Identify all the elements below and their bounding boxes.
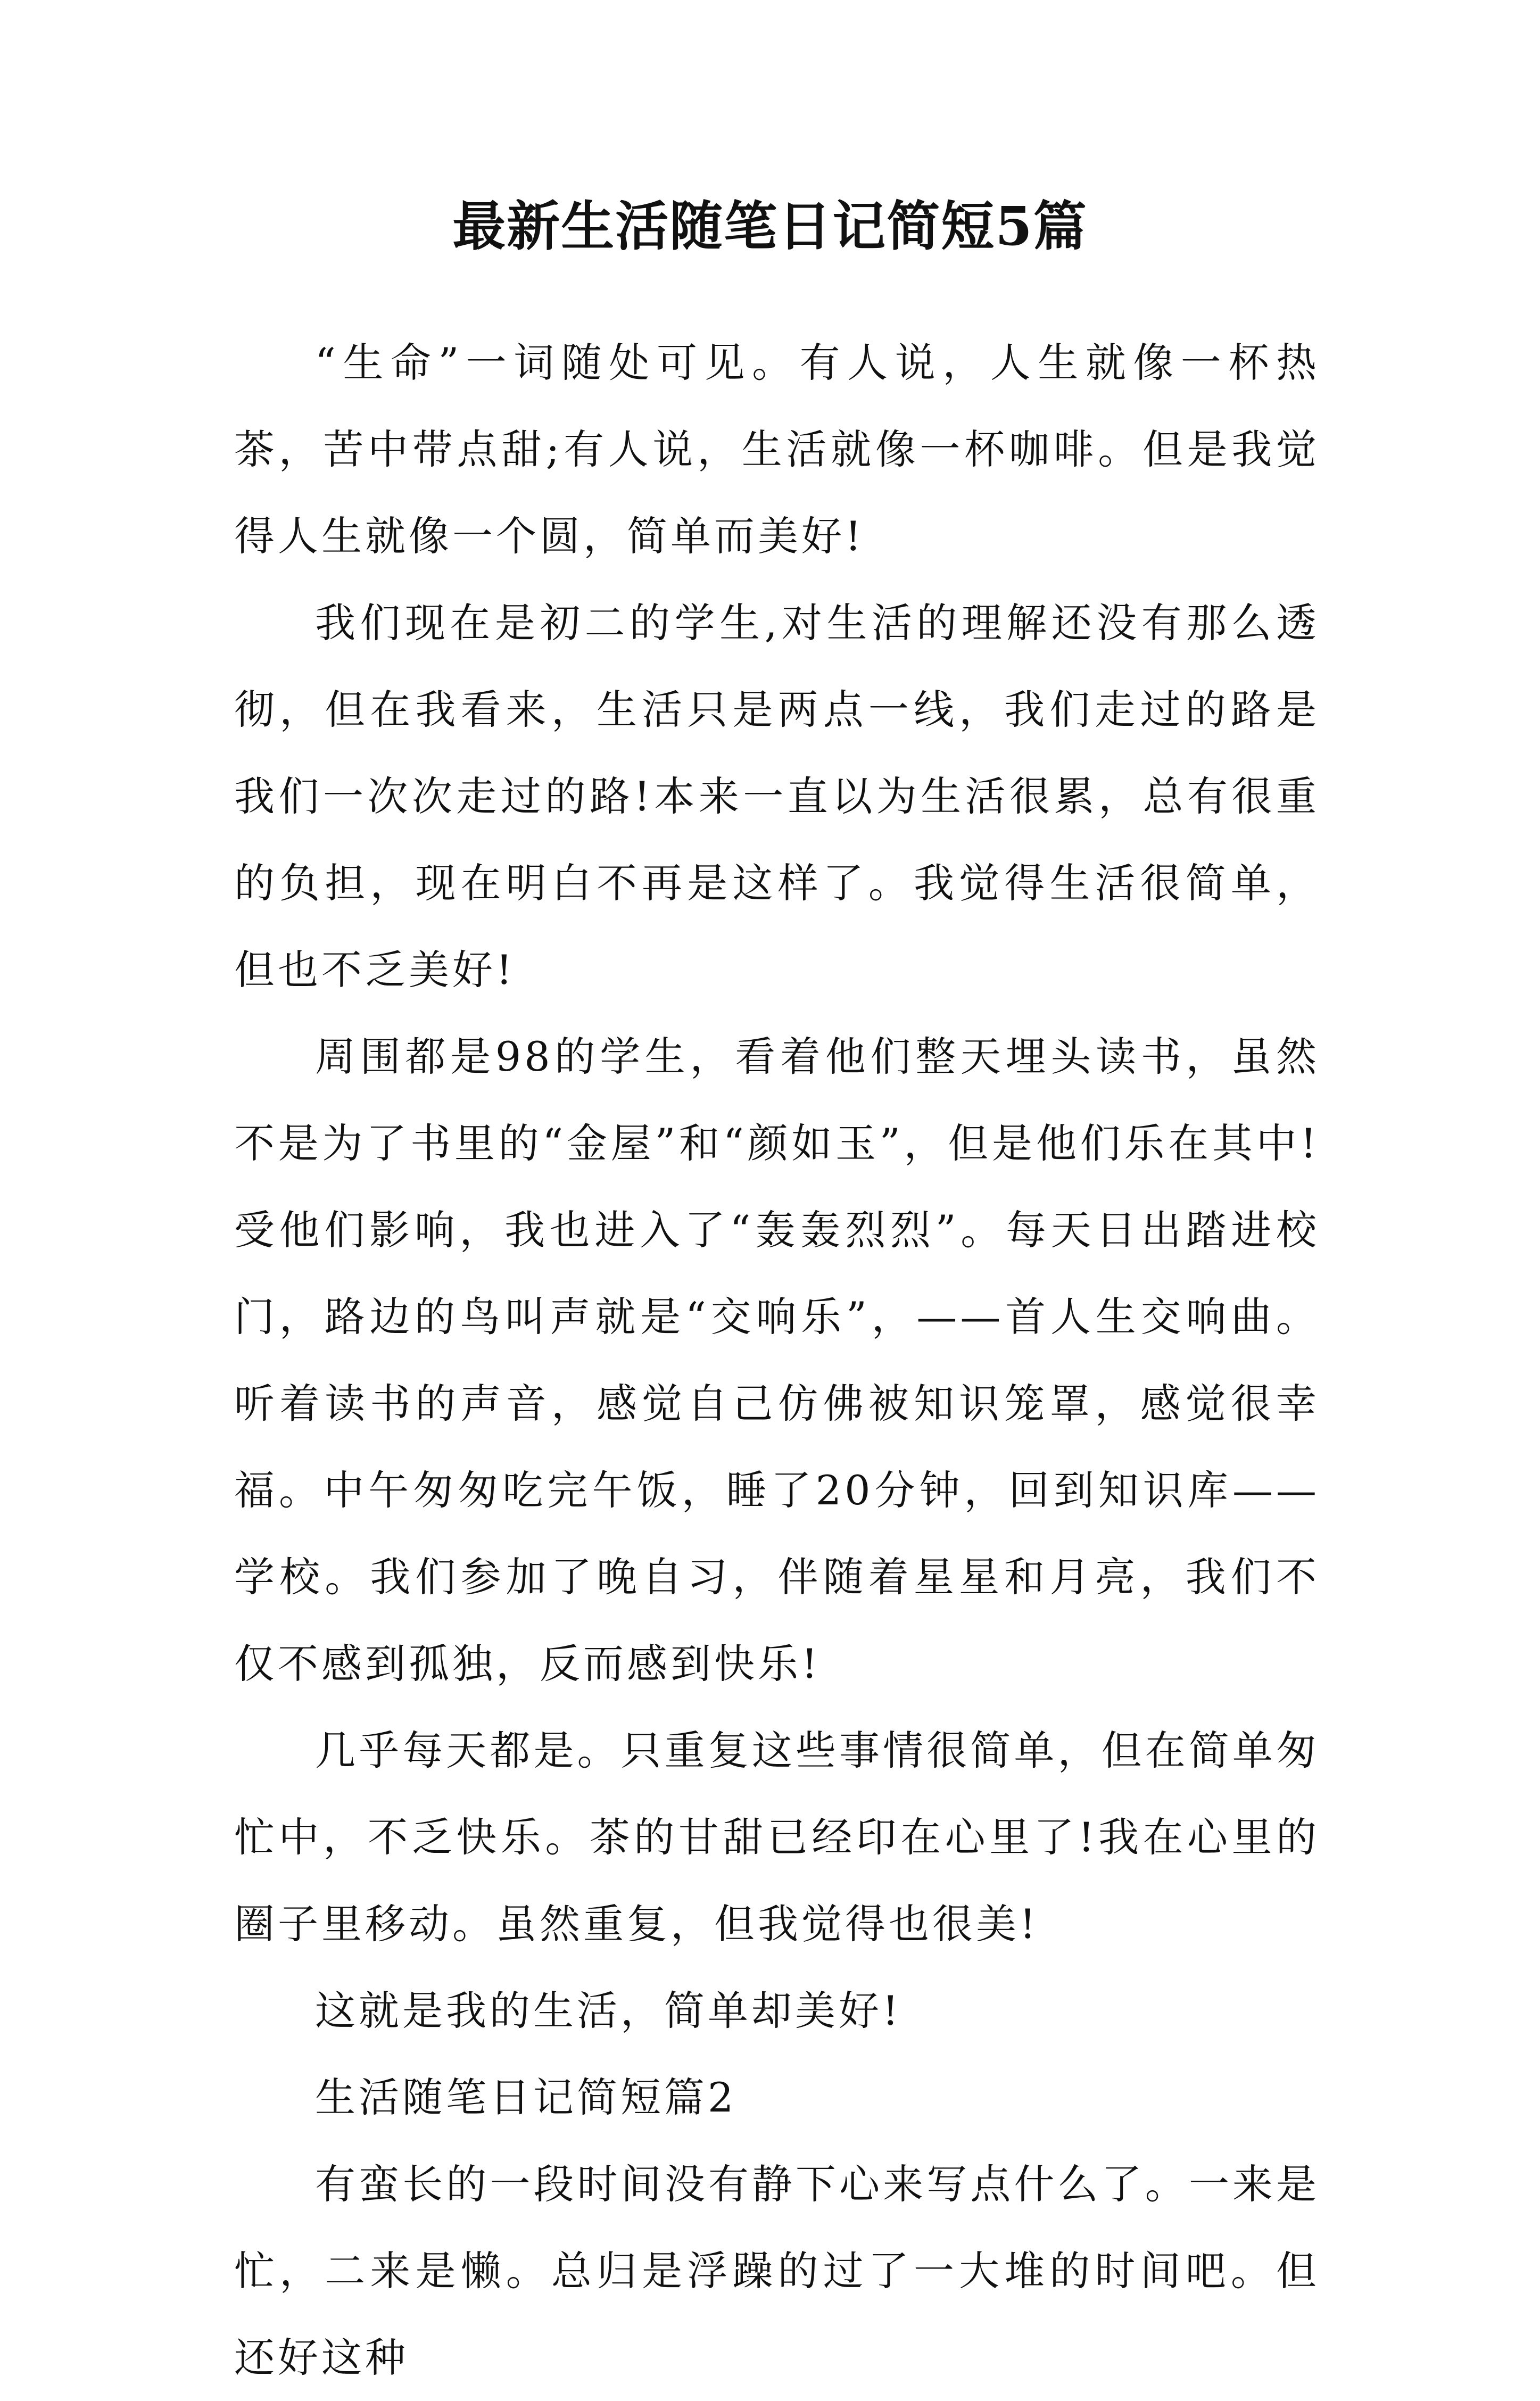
document-body xyxy=(234,319,1320,2401)
paragraph: 几乎每天都是。只重复这些事情很简单，但在简单匆忙中，不乏快乐。茶的甘甜已经印在心里了!我在心里的圈子里移动。虽然重复，但我觉得也很美! xyxy=(234,1727,1320,1948)
paragraph: 这就是我的生活，简单却美好! xyxy=(315,1987,902,2034)
paragraph: “生命”一词随处可见。有人说，人生就像一杯热茶，苦中带点甜;有人说，生活就像一杯咖啡。但是我觉得人生就像一个圆，简单而美好! xyxy=(234,339,1320,560)
document-title: 最新生活随笔日记简短5篇 xyxy=(452,195,1088,258)
paragraph: 我们现在是初二的学生,对生活的理解还没有那么透彻，但在我看来，生活只是两点一线，我们走过的路是我们一次次走过的路!本来一直以为生活很累，总有很重的负担，现在明白不再是这样了。我觉得生活很简单，但也不乏美好! xyxy=(234,599,1320,993)
paragraph: 周围都是98的学生，看着他们整天埋头读书，虽然不是为了书里的“金屋”和“颜如玉”，但是他们乐在其中!受他们影响，我也进入了“轰轰烈烈”。每天日出踏进校门，路边的鸟叫声就是“交响乐”，——首人生交响曲。听着读书的声音，感觉自己仿佛被知识笼罩，感觉很幸福。中午匆匆吃完午饭，睡了20分钟，回到知识库——学校。我们参加了晚自习，伴随着星星和月亮，我们不仅不感到孤独，反而感到快乐! xyxy=(234,1033,1320,1687)
section-heading: 生活随笔日记简短篇2 xyxy=(315,2074,737,2121)
paragraph: 有蛮长的一段时间没有静下心来写点什么了。一来是忙，二来是懒。总归是浮躁的过了一大堆的时间吧。但还好这种 xyxy=(234,2160,1320,2381)
